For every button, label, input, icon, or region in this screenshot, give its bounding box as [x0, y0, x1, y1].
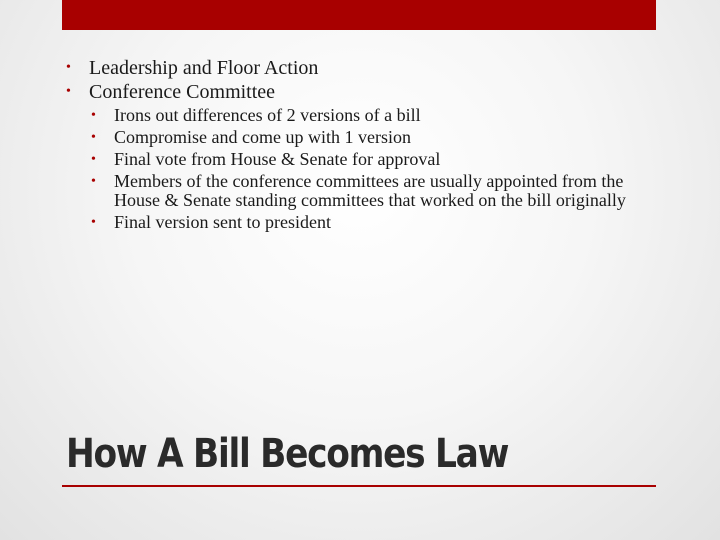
sub-bullet-item	[89, 150, 656, 169]
sub-bullet-text: Final vote from House & Senate for approval	[114, 149, 441, 169]
sub-bullet-item	[89, 106, 656, 125]
bullet-icon: •	[91, 152, 96, 167]
bullet-text: Leadership and Floor Action	[89, 57, 319, 79]
bullet-list	[62, 56, 656, 232]
sub-bullet-text: Members of the conference committees are usually appointed from the House & Senate standing committees that worked on the bill originally	[114, 171, 626, 210]
slide-body	[62, 56, 656, 235]
bullet-icon: •	[91, 174, 96, 189]
sub-bullet-list	[89, 106, 656, 232]
sub-bullet-item	[89, 172, 656, 210]
sub-bullet-item	[89, 128, 656, 147]
bullet-item-leadership	[62, 56, 656, 80]
sub-bullet-text: Compromise and come up with 1 version	[114, 127, 411, 147]
sub-bullet-item	[89, 213, 656, 232]
bullet-text: Conference Committee	[89, 81, 276, 103]
sub-bullet-text: Irons out differences of 2 versions of a bill	[114, 105, 421, 125]
header-accent-bar	[62, 0, 656, 30]
sub-bullet-text: Final version sent to president	[114, 212, 331, 232]
bullet-icon: •	[91, 215, 96, 230]
bullet-icon: •	[66, 60, 71, 75]
bullet-icon: •	[91, 108, 96, 123]
slide-title: How A Bill Becomes Law	[66, 431, 509, 477]
title-underline	[62, 485, 656, 487]
bullet-item-conference-committee	[62, 80, 656, 232]
bullet-icon: •	[66, 84, 71, 99]
bullet-icon: •	[91, 130, 96, 145]
